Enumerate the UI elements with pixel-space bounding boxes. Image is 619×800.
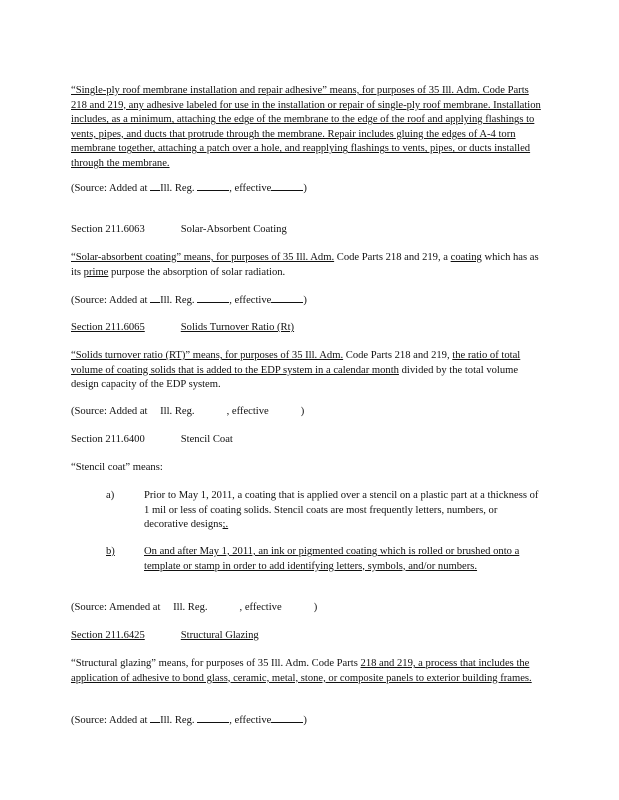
section-heading-6425 bbox=[71, 629, 547, 644]
definition-solids-turnover: “Solids turnover ratio (RT)” means, for purposes of 35 Ill. Adm. Code Parts 218 and 219, the ratio of total volume of coating solids that is added to the EDP system in a calendar month divided by the total volume design capacity of the EDP system. bbox=[71, 350, 521, 391]
source-note: (Source: Added at Ill. Reg. , effective ) bbox=[71, 183, 307, 194]
source-note: (Source: Amended at Ill. Reg. , effective ) bbox=[71, 602, 318, 613]
section-title: Solar-Absorbent Coating bbox=[180, 224, 287, 235]
definition-single-ply-adhesive bbox=[71, 84, 547, 172]
section-number: Section 211.6065 bbox=[71, 322, 145, 333]
section-title: Solids Turnover Ratio (Rt) bbox=[180, 322, 295, 333]
document-page: “Single-ply roof membrane installation and repair adhesive” means, for purposes of 35 Ill. Adm. Code Parts 218 and 219, any adhesive labeled for use in the installation or repair of single-ply roof membrane. Installation includes, as a minimum, attaching the edge of the membrane to the edge of the roof and applying flashings to vents, pipes, and ducts that protrude through the membrane. Repair includes gluing the edges of A-4 torn membrane together, attaching a patch over a hole, and reapplying flashings to vents, pipes, or ducts installed through the membrane. (Source: Added at Ill. Reg. , effective ) Section 211.6063 Solar-Absorbent Coating “Solar-absorbent coating” means, for purposes of 35 Ill. Adm. Code Parts 218 and 219, a coating which has as its prime purpose the absorption of solar radiation. (Source: Added at Ill. Reg. , effective ) Section 211.6065 Solids Turnover Ratio (Rt) “Solids turnover ratio (RT)” means, for purposes of 35 Ill. Adm. Code Parts 218 and 219, the ratio of total volume of coating solids that is added to the EDP system in a calendar month divided by the total volume design capacity of the EDP system. (Source: Added at Ill. Reg. , effective ) Section 211.6400 Stencil Coat “Stencil coat” means: a) Prior to May 1, 2011, a coating that is applied over a stencil on a plastic part at a thickness of 1 mil or less of coating solids. Stencil coats are most frequently letters, numbers, or decorative designs;. b) On and after May 1, 2011, an ink or pigmented coating which is rolled or brushed onto a template or stamp in order to add identifying letters, symbols, and/or numbers. (Source: Amended at Ill. Reg. , effective ) Section 211.6425 Structural Glazing “Structural glazing” means, for purposes of 35 Ill. Adm. Code Parts 218 and 219, a process that includes the application of adhesive to bond glass, ceramic, metal, stone, or composite panels to exterior building frames. (Source: Added at Ill. Reg. , effective ) bbox=[0, 0, 619, 800]
definition-solar-absorbent: “Solar-absorbent coating” means, for purposes of 35 Ill. Adm. Code Parts 218 and 219, a coating which has as its prime purpose the absorption of solar radiation. bbox=[71, 252, 539, 278]
source-note: (Source: Added at Ill. Reg. , effective ) bbox=[71, 715, 307, 726]
section-number: Section 211.6425 bbox=[71, 630, 145, 641]
source-note: (Source: Added at Ill. Reg. , effective ) bbox=[71, 295, 307, 306]
section-number: Section 211.6063 bbox=[71, 224, 145, 235]
section-title: Stencil Coat bbox=[180, 434, 233, 445]
section-number: Section 211.6400 bbox=[71, 434, 145, 445]
list-marker: b) bbox=[106, 546, 115, 557]
section-heading-6063 bbox=[71, 223, 547, 238]
definition-stencil-coat: “Stencil coat” means: bbox=[71, 462, 163, 473]
list-marker: a) bbox=[106, 490, 115, 501]
definition-structural-glazing: “Structural glazing” means, for purposes of 35 Ill. Adm. Code Parts 218 and 219, a process that includes the application of adhesive to bond glass, ceramic, metal, stone, or composite panels to exterior building frames. bbox=[71, 658, 532, 684]
definition-text: “Single-ply roof membrane installation and repair adhesive” means, for purposes of 35 Ill. Adm. Code Parts 218 and 219, any adhesive labeled for use in the installation or repair of single-ply roof membrane. Installation includes, as a minimum, attaching the edge of the membrane to the edge of the roof and applying flashings to vents, pipes, and ducts that protrude through the membrane. Repair includes gluing the edges of A-4 torn membrane together, attaching a patch over a hole, and reapplying flashings to vents, pipes, or ducts installed through the membrane. bbox=[71, 85, 541, 169]
section-heading-6065 bbox=[71, 321, 547, 336]
section-heading-6400 bbox=[71, 433, 547, 448]
section-title: Structural Glazing bbox=[180, 630, 259, 641]
source-note: (Source: Added at Ill. Reg. , effective ) bbox=[71, 406, 305, 417]
